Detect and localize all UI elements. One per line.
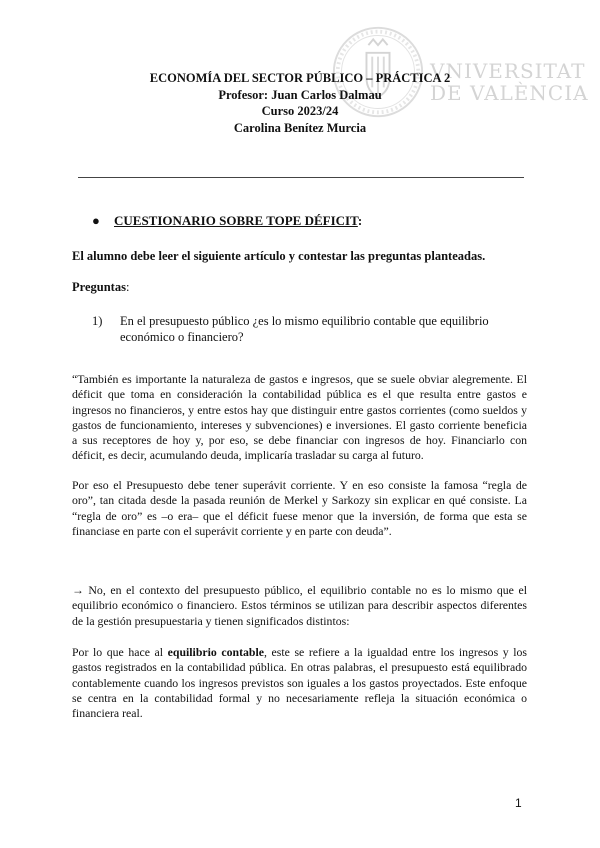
professor-line: Profesor: Juan Carlos Dalmau: [218, 87, 382, 102]
section-heading-colon: :: [357, 213, 363, 228]
section-heading: [92, 213, 362, 229]
document-title: ECONOMÍA DEL SECTOR PÚBLICO – PRÁCTICA 2: [149, 71, 451, 85]
question-text: En el presupuesto público ¿es lo mismo equilibrio contable que equilibrio económico o financiero?: [120, 314, 489, 344]
horizontal-divider: [78, 177, 524, 178]
university-name-line2: DE VALÈNCIA: [430, 81, 589, 105]
student-name: Carolina Benítez Murcia: [233, 120, 367, 135]
bullet-icon: ●: [92, 213, 100, 228]
answer-paragraph-1: → No, en el contexto del presupuesto público, el equilibrio contable no es lo mismo que el equilibrio económico o financiero. Estos términos se utilizan para describir aspectos diferentes de la gestión presupuestaria y tienen significados distintos:: [72, 583, 527, 628]
article-quote-paragraph-2: Por eso el Presupuesto debe tener superávit corriente. Y en eso consiste la famosa “regla de oro”, tan citada desde la pasada reunión de Merkel y Sarkozy sin explicar en qué consiste. La “regla de oro” es –o era– que el déficit fuese menor que la inversión, de forma que esta se financiase en parte con el superávit corriente y en parte con deuda”.: [72, 478, 527, 538]
page-number: 1: [515, 796, 522, 810]
article-quote-paragraph-1: “También es importante la naturaleza de gastos e ingresos, que se suele obviar alegremente. El déficit que toma en consideración la contabilidad pública es el que resulta entre gastos e ingresos no financieros, y entre estos hay que distinguir entre gastos corrientes (como sueldos y gastos de funcionamiento, intereses y subvenciones) e inversiones. El gasto corriente beneficia a sus receptores de hoy y, por eso, se debe financiar con ingresos de hoy. Financiarlo con déficit, es decir, acumulando deuda, implicaría trasladar su carga al futuro.: [72, 372, 527, 463]
answer2-rest: , este se refiere a la igualdad entre los ingresos y los gastos registrados en la contabilidad pública. En otras palabras, el presupuesto está equilibrado contablemente cuando los ingresos previstos son iguales a los gastos proyectados. Este enfoque se centra en la contabilidad formal y no necesariamente refleja la situación económica o financiera real.: [72, 645, 527, 721]
answer-paragraph-2: [72, 645, 527, 721]
question-1: [92, 313, 532, 345]
answer2-prefix: Por lo que hace al: [72, 645, 168, 659]
instruction-text: El alumno debe leer el siguiente artículo y contestar las preguntas planteadas.: [72, 249, 486, 263]
questions-label: [72, 280, 129, 295]
university-name-line1: VNIVERSITAT: [430, 59, 586, 83]
question-number: 1): [92, 314, 103, 328]
questions-label-text: Preguntas: [72, 280, 126, 294]
section-heading-text: CUESTIONARIO SOBRE TOPE DÉFICIT: [114, 213, 358, 228]
document-header: [60, 70, 540, 136]
course-line: Curso 2023/24: [261, 104, 339, 118]
answer2-bold-term: equilibrio contable: [167, 645, 264, 659]
questions-label-colon: :: [125, 280, 130, 294]
